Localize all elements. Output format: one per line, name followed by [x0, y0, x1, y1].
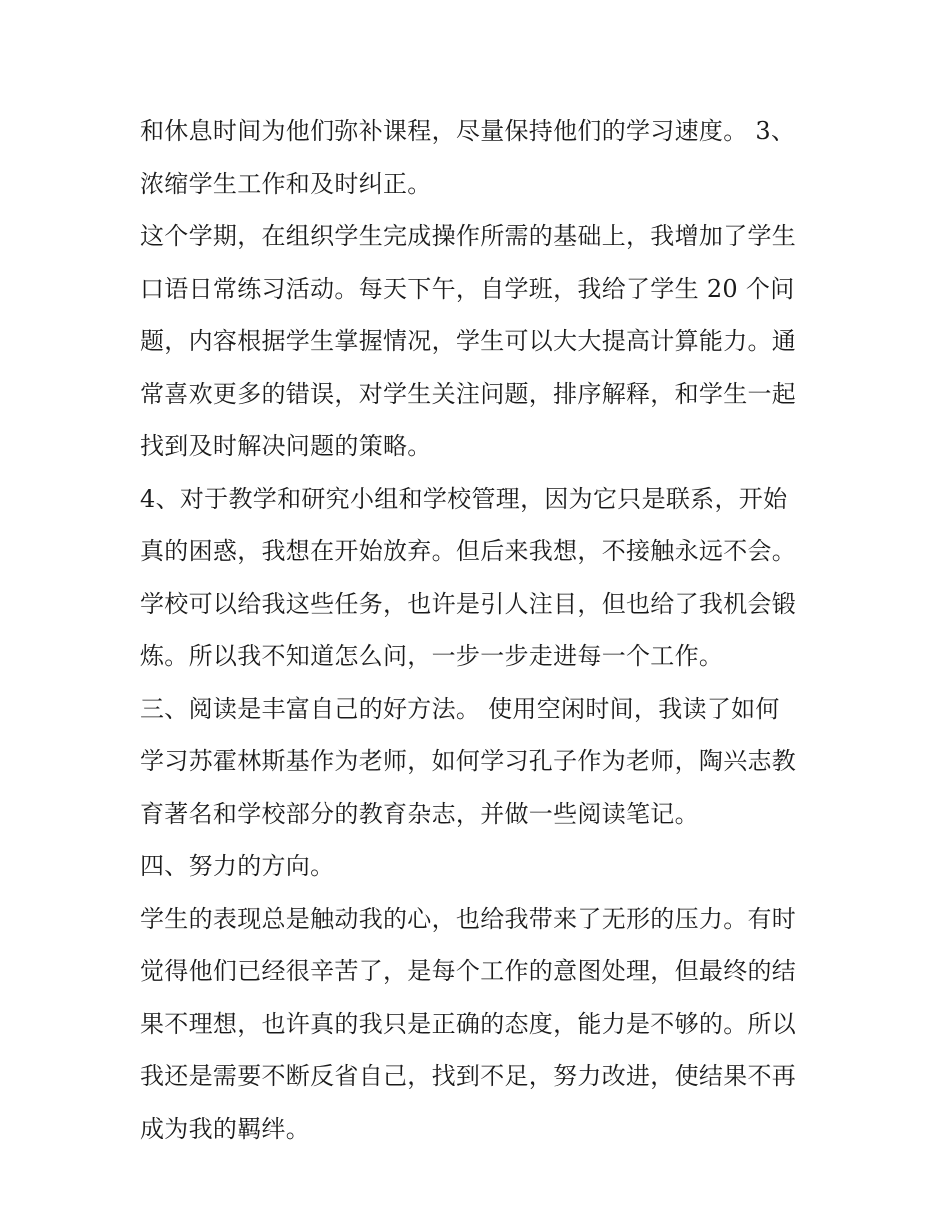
text-line: 这个学期，在组织学生完成操作所需的基础上，我增加了学生: [140, 222, 797, 250]
text-line: 我还是需要不断反省自己，找到不足，努力改进，使结果不再: [140, 1062, 797, 1090]
text-line: 找到及时解决问题的策略。: [140, 432, 432, 460]
text-line: 四、努力的方向。: [140, 852, 335, 880]
text-line: 和休息时间为他们弥补课程，尽量保持他们的学习速度。 3、: [140, 117, 796, 145]
text-line: 炼。所以我不知道怎么问，一步一步走进每一个工作。: [140, 642, 724, 670]
text-line: 口语日常练习活动。每天下午，自学班，我给了学生 20 个问: [140, 274, 795, 303]
text-line: 常喜欢更多的错误，对学生关注问题，排序解释，和学生一起: [140, 379, 797, 408]
text-line: 题，内容根据学生掌握情况，学生可以大大提高计算能力。通: [140, 327, 797, 355]
text-line: 真的困惑，我想在开始放弃。但后来我想，不接触永远不会。: [140, 537, 797, 565]
document-body: [140, 105, 820, 1155]
text-line: 学习苏霍林斯基作为老师，如何学习孔子作为老师，陶兴志教: [140, 747, 797, 775]
text-line: 学生的表现总是触动我的心，也给我带来了无形的压力。有时: [140, 904, 797, 933]
text-line: 学校可以给我这些任务，也许是引人注目，但也给了我机会锻: [140, 589, 797, 618]
text-line: 果不理想，也许真的我只是正确的态度，能力是不够的。所以: [140, 1009, 797, 1038]
text-line: 觉得他们已经很辛苦了，是每个工作的意图处理，但最终的结: [140, 957, 797, 985]
text-line: 浓缩学生工作和及时纠正。: [140, 169, 432, 198]
text-line: 三、阅读是丰富自己的好方法。 使用空闲时间，我读了如何: [140, 694, 780, 723]
text-line: 4、对于教学和研究小组和学校管理，因为它只是联系，开始: [140, 484, 788, 513]
text-line: 育著名和学校部分的教育杂志，并做一些阅读笔记。: [140, 799, 699, 828]
text-line: 成为我的羁绊。: [140, 1114, 311, 1143]
